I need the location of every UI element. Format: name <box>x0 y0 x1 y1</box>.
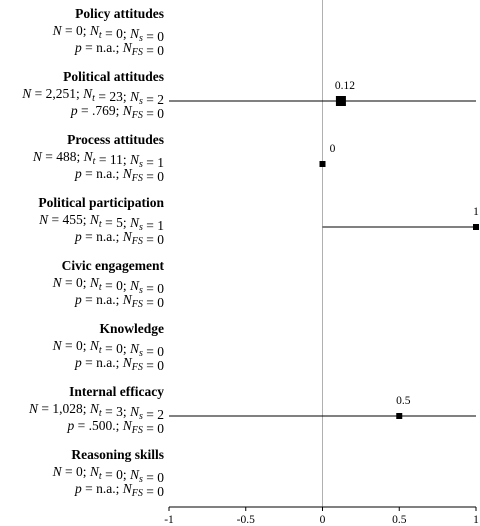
row-stats-line1: N = 2,251; $N_t = 23$; $N_s = 2$ <box>22 86 164 107</box>
row-title: Civic engagement <box>61 258 164 273</box>
row-stats-line2: p = n.a.; $N_{FS} = 0$ <box>75 166 164 184</box>
x-tick-label: -0.5 <box>236 514 255 526</box>
row-title: Knowledge <box>99 321 164 336</box>
estimate-value-label: 1 <box>473 206 479 218</box>
row-stats-line2: p = n.a.; $N_{FS} = 0$ <box>75 355 164 373</box>
row-stats-line2: p = n.a.; $N_{FS} = 0$ <box>75 229 164 247</box>
row-stats-line1: N = 488; $N_t = 11$; $N_s = 1$ <box>32 149 164 170</box>
x-tick-label: 0 <box>319 514 326 526</box>
row-stats-line1: N = 1,028; $N_t = 3$; $N_s = 2$ <box>29 401 164 422</box>
row-stats-line2: p = .500.; $N_{FS} = 0$ <box>67 418 164 436</box>
estimate-value-label: 0.5 <box>396 395 411 407</box>
row-stats-line1: N = 455; $N_t = 5$; $N_s = 1$ <box>39 212 164 233</box>
row-title: Policy attitudes <box>75 6 164 21</box>
row-title: Reasoning skills <box>71 447 164 462</box>
x-tick-label: 1 <box>473 514 479 526</box>
row-title: Internal efficacy <box>69 384 164 399</box>
estimate-value-label: 0.12 <box>334 80 355 92</box>
estimate-marker <box>473 224 479 230</box>
estimate-marker <box>336 96 346 106</box>
row-stats-line2: p = n.a.; $N_{FS} = 0$ <box>75 292 164 310</box>
row-stats-line1: N = 0; $N_t = 0$; $N_s = 0$ <box>52 338 164 359</box>
row-stats-line1: N = 0; $N_t = 0$; $N_s = 0$ <box>52 23 164 44</box>
row-title: Political attitudes <box>63 69 164 84</box>
row-title: Process attitudes <box>67 132 164 147</box>
x-tick-label: 0.5 <box>392 514 407 526</box>
estimate-marker <box>320 161 326 167</box>
x-tick-label: -1 <box>164 514 174 526</box>
estimate-marker <box>396 413 402 419</box>
row-stats-line2: p = n.a.; $N_{FS} = 0$ <box>75 481 164 499</box>
row-stats-line2: p = .769; $N_{FS} = 0$ <box>70 103 164 121</box>
row-stats-line2: p = n.a.; $N_{FS} = 0$ <box>75 40 164 58</box>
row-title: Political participation <box>38 195 164 210</box>
row-stats-line1: N = 0; $N_t = 0$; $N_s = 0$ <box>52 275 164 296</box>
row-stats-line1: N = 0; $N_t = 0$; $N_s = 0$ <box>52 464 164 485</box>
estimate-value-label: 0 <box>329 143 336 155</box>
